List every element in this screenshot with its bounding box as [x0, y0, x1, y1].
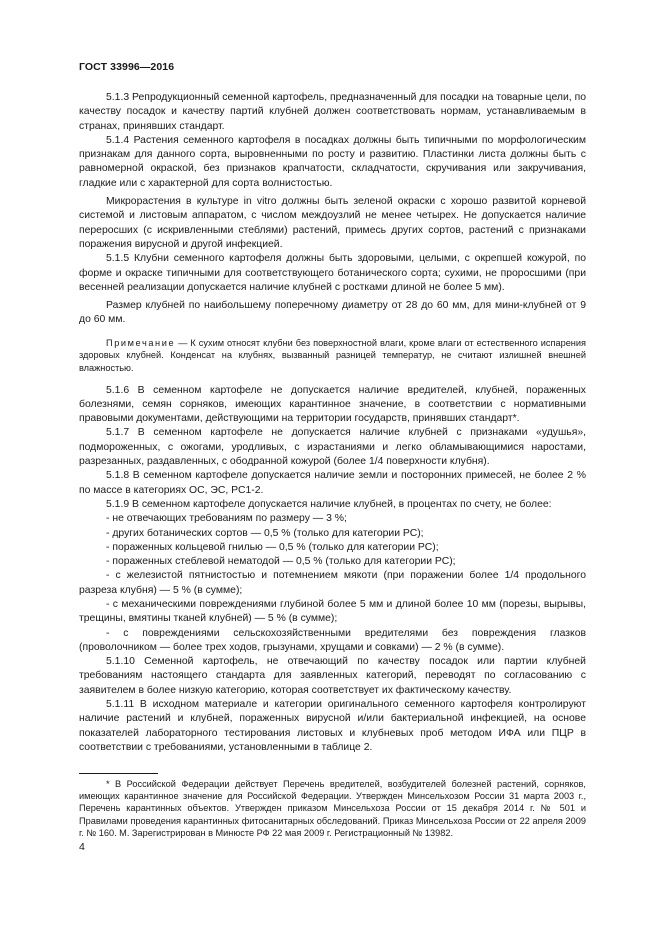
note-paragraph — [79, 337, 586, 375]
paragraph-5-1-3: 5.1.3 Репродукционный семенной картофель, предназначенный для посадки на товарные цели, по качеству посадок и качеству партий клубней должен соответствовать нормам, устанавливаемым в странах, принявших стандарт. — [79, 92, 586, 132]
paragraph-5-1-5: 5.1.5 Клубни семенного картофеля должны быть здоровыми, целыми, с окрепшей кожурой, по форме и окраске типичными для соответствующего ботанического сорта; сухими, не проросшими (при весенней реализации допускается наличие клубней с ростками длиной не более 5 мм). — [79, 253, 586, 293]
footnote: * В Российской Федерации действует Перечень вредителей, возбудителей болезней растений, сорняков, имеющих карантинное значение для Российской Федерации. Утвержден Минсельхозом России 31 марта 2003 г., Перечень карантинных объектов. Утвержден приказом Минсельхоза России от 15 декабря 2014 г. № 501 и Правилами проведения карантинных фитосанитарных обследований. Приказ Минсельхоза России от 22 апреля 2009 г. № 160. М. Зарегистрирован в Минюсте РФ 22 мая 2009 г. Регистрационный № 13982. — [79, 779, 586, 838]
note-label: Примечание — [106, 337, 176, 348]
footnote-divider — [79, 773, 158, 774]
paragraph-5-1-4: 5.1.4 Растения семенного картофеля в посадках должны быть типичными по морфологическим признакам для данного сорта, выровненными по росту и развитию. Пластинки листа должны быть с равномерной окраской, без признаков крапчатости, складчатости, скручивания или закручивания, гладкие или с характерной для сорта волнистостью. — [79, 134, 586, 189]
list-item: - с повреждениями сельскохозяйственными вредителями без повреждения глазков (проволочником — более трех ходов, грызунами, хрущами и совками) — 2 % (в сумме). — [79, 627, 586, 653]
list-item: - пораженных стеблевой нематодой — 0,5 % (только для категории РС); — [106, 556, 456, 568]
list-item: - с механическими повреждениями глубиной более 5 мм и длиной более 10 мм (порезы, вырывы, трещины, вмятины тканей клубней) — 5 % (в сумме); — [79, 598, 586, 625]
list-item: - других ботанических сортов — 0,5 % (только для категории РС); — [106, 527, 424, 539]
list-item: - пораженных кольцевой гнилью — 0,5 % (только для категории РС); — [106, 541, 439, 553]
paragraph-5-1-8: 5.1.8 В семенном картофеле допускается наличие земли и посторонних примесей, не более 2 % по массе в категориях ОС, ЭС, РС1-2. — [79, 470, 586, 496]
list-item: - не отвечающих требованиям по размеру — 3 %; — [106, 513, 347, 525]
page-number: 4 — [79, 841, 85, 853]
paragraph-5-1-10: 5.1.10 Семенной картофель, не отвечающий по качеству посадок или партии клубней требованиям настоящего стандарта для заявленных категорий, переводят по согласованию с заявителем в более низкую категорию, которая соответствует их фактическому качеству. — [79, 656, 586, 696]
note-text: — К сухим относят клубни без поверхностной влаги, кроме влаги от естественного испарения здоровых клубней. Конденсат на клубнях, вызванный разницей температур, не считают излишней внешней влажностью. — [79, 337, 586, 373]
document-body — [79, 91, 586, 755]
paragraph-microplants: Микрорастения в культуре in vitro должны быть зеленой окраски с хорошо развитой корневой системой и листовым аппаратом, с числом междоузлий не менее четырех. Не допускается наличие переросших (с искривленными стеблями) растений, примесь других сортов, растений с признаками поражения вирусной и другой инфекцией. — [79, 196, 586, 250]
list-item: - с железистой пятнистостью и потемнением мякоти (при поражении более 1/4 продольного разреза клубня) — 5 % (в сумме); — [79, 570, 586, 596]
paragraph-5-1-7: 5.1.7 В семенном картофеле не допускается наличие клубней с признаками «удушья», подмороженных, с ожогами, уродливых, с израстаниями и легко обламывающимися наростами, разрезанных, раздавленных, с ободранной кожурой (более 1/4 поверхности клубня). — [79, 427, 586, 468]
paragraph-tuber-size: Размер клубней по наибольшему поперечному диаметру от 28 до 60 мм, для мини-клубней от 9 до 60 мм. — [79, 300, 586, 326]
paragraph-5-1-11: 5.1.11 В исходном материале и категории оригинального семенного картофеля контролируют наличие растений и клубней, пораженных вирусной и/или бактериальной инфекцией, на основе показателей лабораторного тестирования листовых и клубневых проб методом ИФА или ПЦР в соответствии с требованиями, установленными в таблице 2. — [79, 699, 586, 753]
document-header: ГОСТ 33996—2016 — [79, 61, 175, 73]
paragraph-5-1-6: 5.1.6 В семенном картофеле не допускается наличие вредителей, клубней, пораженных болезнями, семян сорняков, имеющих карантинное значение, в соответствии с нормативными правовыми документами, действующими на территории государств, принявших стандарт*. — [79, 384, 586, 425]
paragraph-5-1-9: 5.1.9 В семенном картофеле допускается наличие клубней, в процентах по счету, не более: — [106, 498, 552, 510]
